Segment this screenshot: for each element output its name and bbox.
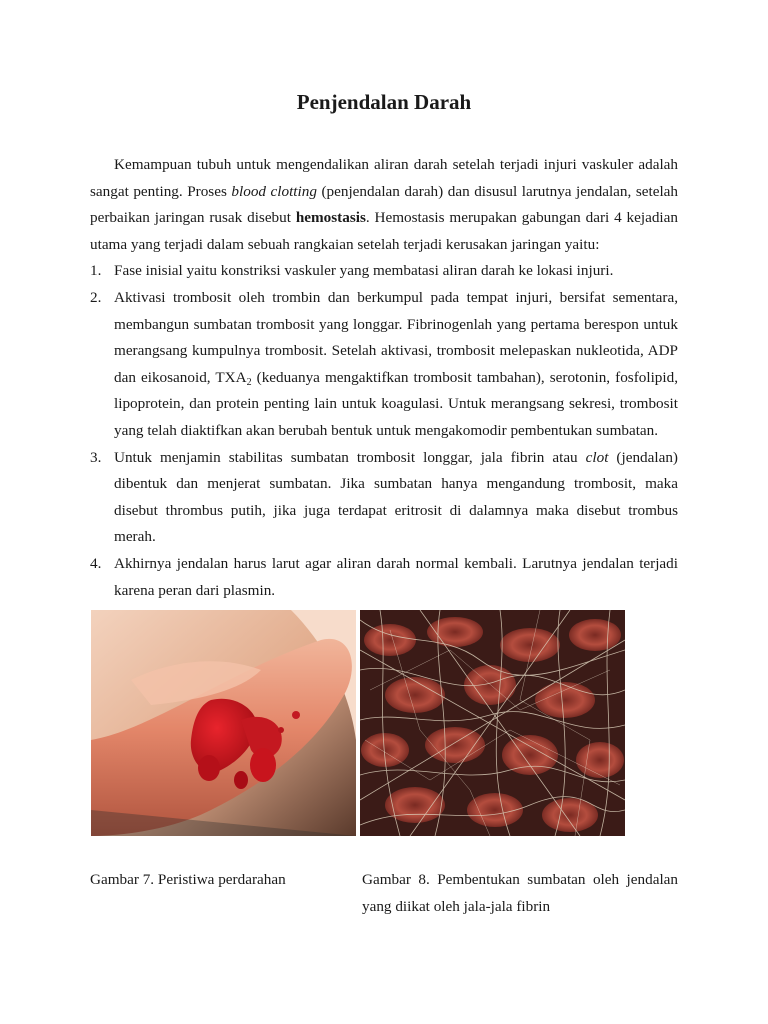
list-item — [90, 258, 678, 285]
figure-7-caption: Gambar 7. Peristiwa perdarahan — [90, 871, 286, 888]
page-title: Penjendalan Darah — [296, 90, 472, 114]
list-item — [90, 285, 678, 445]
intro-text-3: . Hemostasis merupakan gabungan dari 4 kejadian utama yang terjadi dalam sebuah rangkaian setelah terjadi kerusakan jaringan yaitu: — [90, 209, 678, 253]
intro-bold-term: hemostasis — [295, 209, 366, 227]
figure-fibrin-mesh — [360, 610, 625, 836]
list-item-text: Akhirnya jendalan harus larut agar aliran darah normal kembali. Larutnya jendalan terjadi karena peran dari plasmin. — [114, 554, 678, 599]
list-item-text-cont: (jendalan) dibentuk dan menjerat sumbatan. Jika sumbatan hanya mengandung trombosit, maka disebut thrombus putih, jika juga terdapat eritrosit di dalamnya maka disebut trombus merah. — [114, 448, 678, 546]
list-number: 3. — [90, 448, 102, 466]
subscript: 2 — [246, 376, 252, 388]
list-item-text: Untuk menjamin stabilitas sumbatan trombosit longgar, jala fibrin atau — [114, 448, 586, 466]
intro-text-1: Kemampuan tubuh untuk mengendalikan aliran darah setelah terjadi injuri vaskuler adalah sangat penting. Proses — [90, 156, 678, 200]
list-italic-term: clot — [585, 448, 609, 466]
list-item-text-cont: (keduanya mengaktifkan trombosit tambahan), serotonin, fosfolipid, lipoprotein, dan protein penting lain untuk koagulasi. Untuk merangsang sekresi, trombosit yang telah diaktifkan akan berubah bentuk untuk mengakomodir pembentukan sumbatan. — [114, 368, 678, 439]
list-number: 2. — [90, 288, 102, 306]
body-text — [90, 152, 678, 604]
figure-8-caption: Gambar 8. Pembentukan sumbatan oleh jendalan yang diikat oleh jala-jala fibrin — [362, 871, 678, 915]
figure-bleeding-finger — [91, 610, 356, 836]
list-item — [90, 445, 678, 551]
intro-paragraph — [90, 152, 678, 258]
list-item-text: Aktivasi trombosit oleh trombin dan berkumpul pada tempat injuri, bersifat sementara, membangun sumbatan trombosit yang longgar. Fibrinogenlah yang pertama berespon untuk merangsang kumpulnya trombosit. Setelah aktivasi, trombosit melepaskan nukleotida, ADP dan eikosanoid, TXA — [114, 288, 678, 386]
hemostasis-list — [90, 258, 678, 604]
list-number: 4. — [90, 554, 102, 572]
fibrin-mesh-image — [360, 610, 625, 836]
intro-italic-term: blood clotting — [231, 182, 317, 200]
bleeding-finger-image — [91, 610, 356, 836]
list-item — [90, 551, 678, 604]
list-number: 1. — [90, 262, 102, 280]
list-item-text: Fase inisial yaitu konstriksi vaskuler yang membatasi aliran darah ke lokasi injuri. — [114, 262, 614, 280]
intro-text-2: (penjendalan darah) dan disusul larutnya jendalan, setelah perbaikan jaringan rusak disebut — [90, 182, 678, 227]
